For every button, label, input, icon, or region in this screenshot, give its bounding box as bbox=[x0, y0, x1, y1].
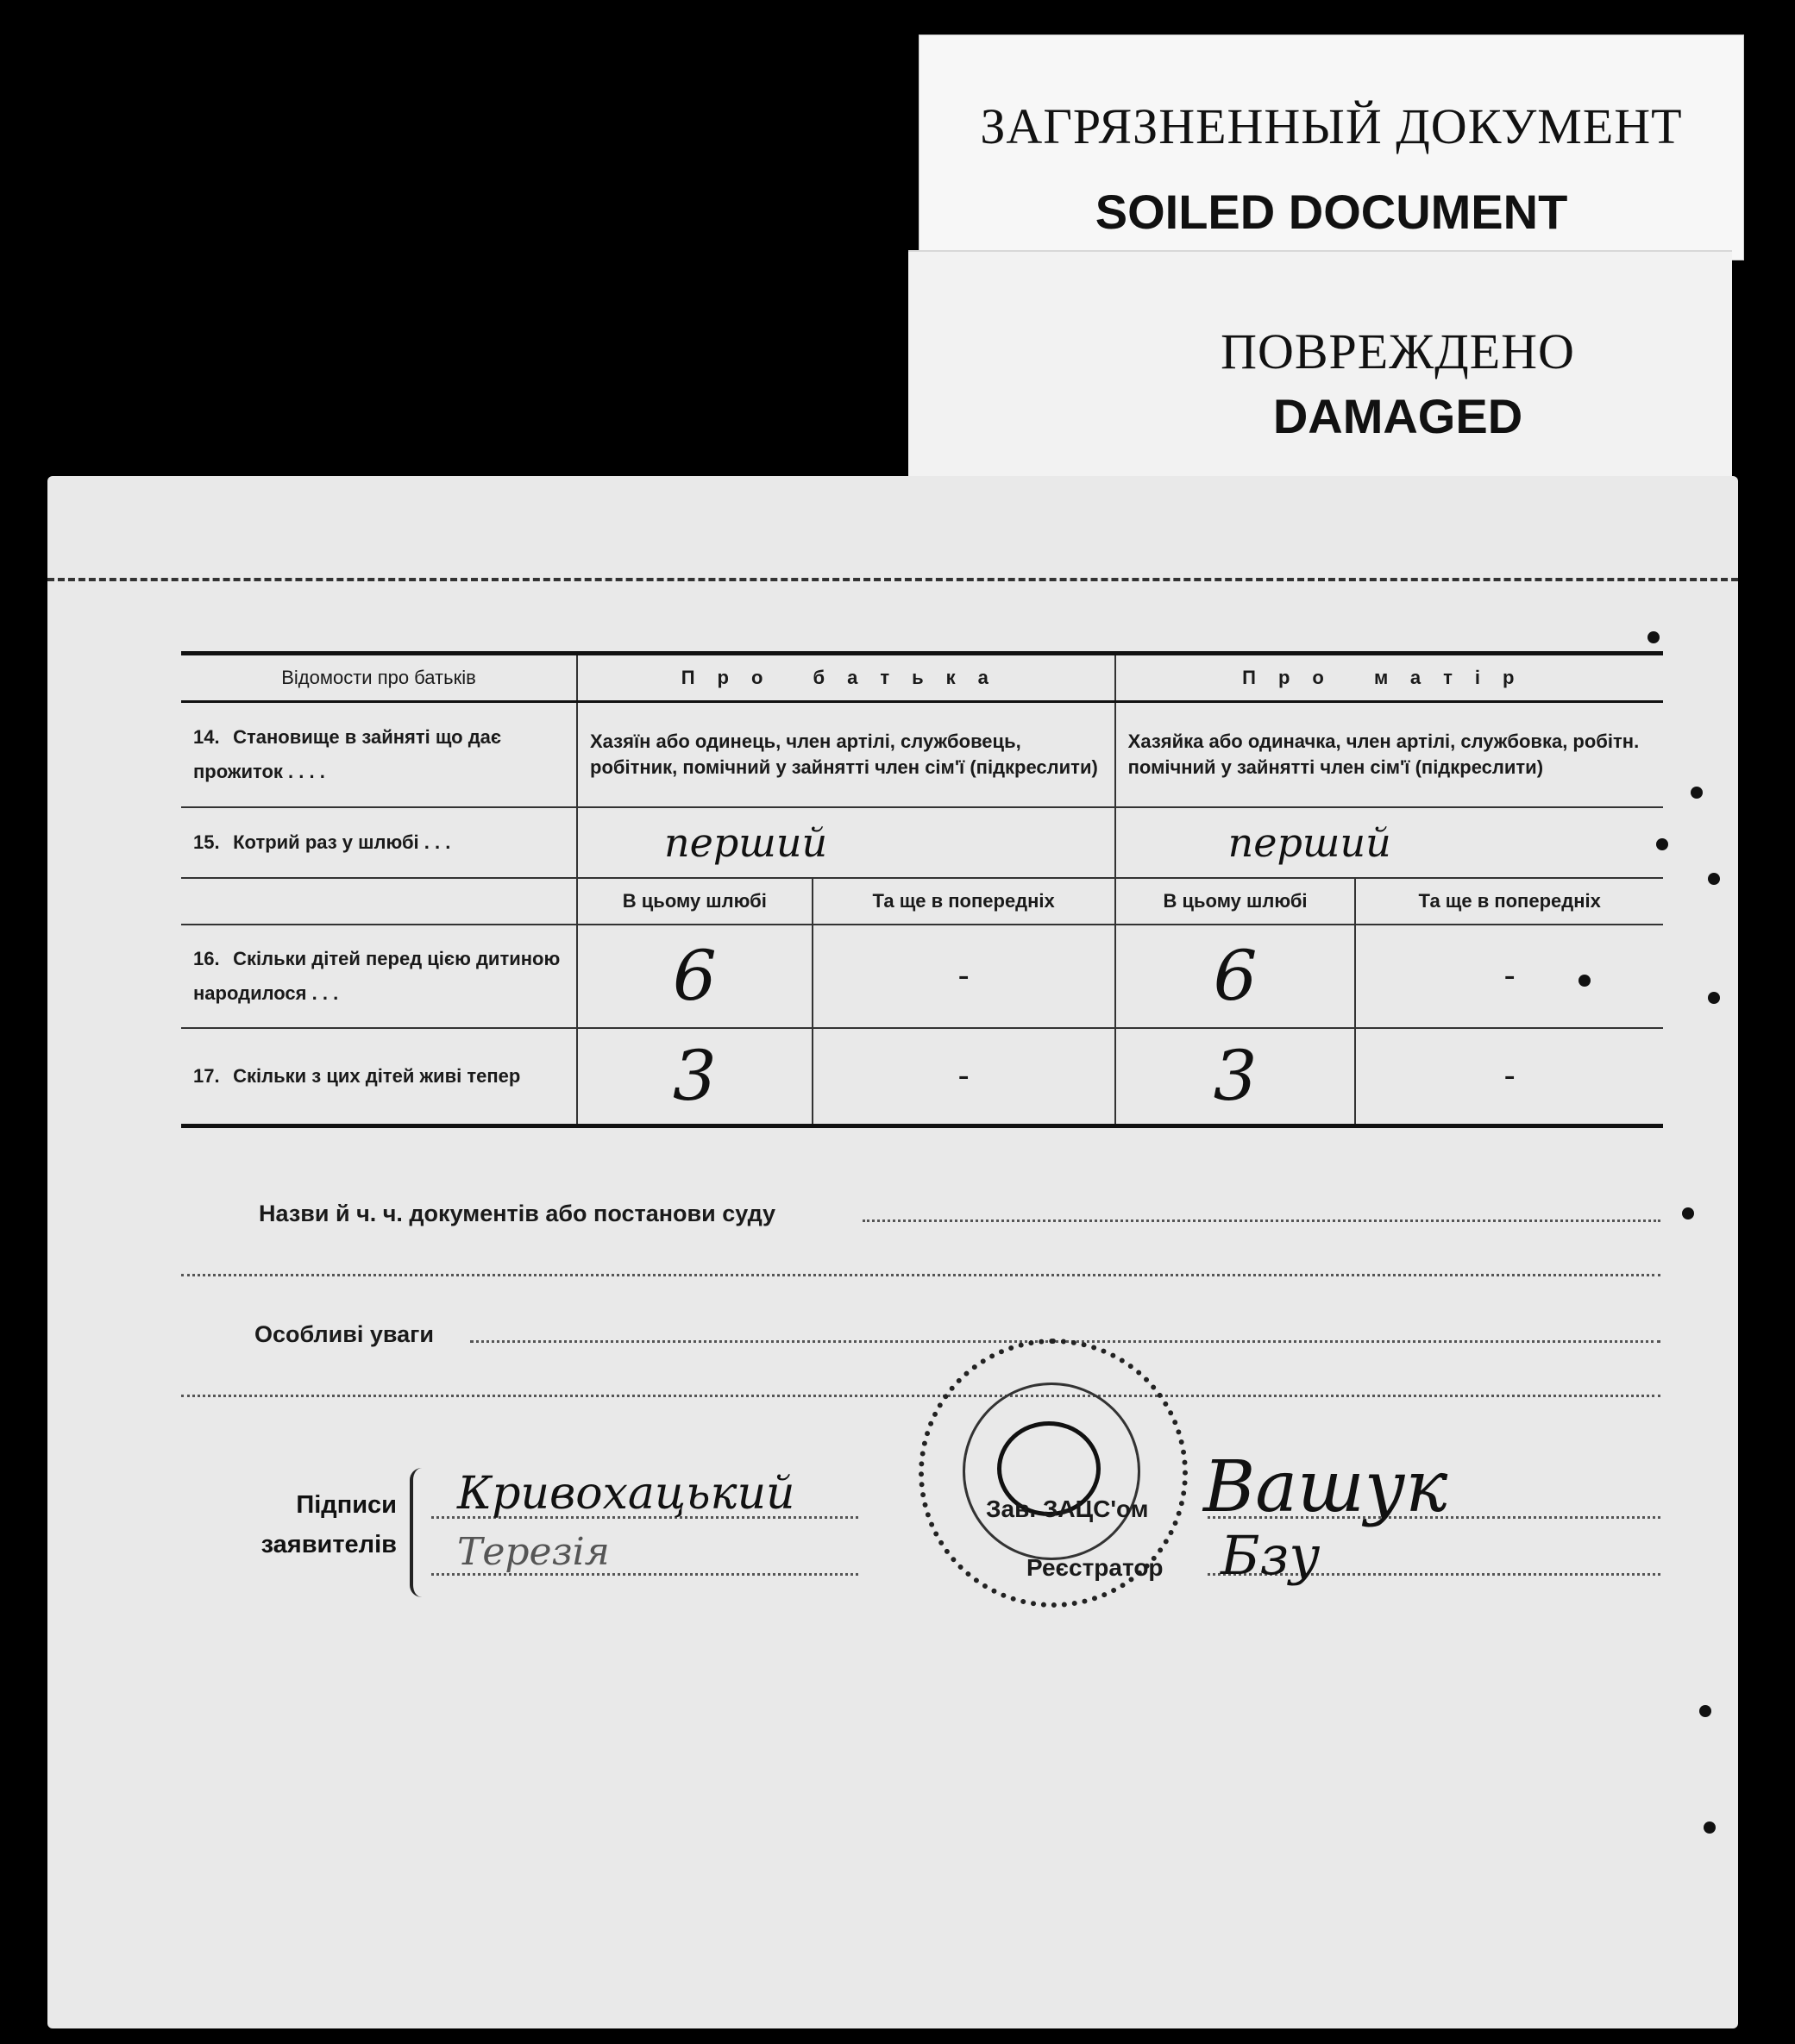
table-row-16 bbox=[181, 925, 1663, 1028]
table-row-14 bbox=[181, 702, 1663, 807]
header-father: Про батька bbox=[577, 654, 1115, 702]
punch-hole bbox=[1704, 1821, 1716, 1834]
tear-line bbox=[47, 578, 1738, 581]
damaged-document-label bbox=[908, 250, 1732, 476]
question-17: 17. Скільки з цих дітей живі тепер bbox=[181, 1028, 577, 1126]
subheader-mother-prev: Та ще в попередніх bbox=[1355, 878, 1663, 925]
documents-label: Назви й ч. ч. документів або постанови суду bbox=[259, 1201, 776, 1226]
remarks-label: Особливі уваги bbox=[254, 1321, 434, 1347]
table-row-17 bbox=[181, 1028, 1663, 1126]
header-mother: Про матір bbox=[1115, 654, 1663, 702]
question-16: 16. Скільки дітей перед цією дитиною народилося . . . bbox=[181, 925, 577, 1028]
father-children-this: 6 bbox=[577, 925, 813, 1028]
mother-children-alive: 3 bbox=[1115, 1028, 1356, 1126]
damaged-label-ru: ПОВРЕЖДЕНО bbox=[1221, 323, 1575, 379]
punch-hole bbox=[1656, 838, 1668, 850]
question-15: 15. Котрий раз у шлюбі . . . bbox=[181, 807, 577, 878]
signatures-brace bbox=[410, 1468, 430, 1597]
punch-hole bbox=[1578, 975, 1591, 987]
soiled-label-ru: ЗАГРЯЗНЕННЫЙ ДОКУМЕНТ bbox=[980, 98, 1683, 154]
document-page bbox=[47, 476, 1738, 2028]
signatures-label: Підписи заявителів bbox=[260, 1491, 397, 1558]
mother-children-this: 6 bbox=[1115, 925, 1356, 1028]
punch-hole bbox=[1699, 1705, 1711, 1717]
punch-hole bbox=[1691, 787, 1703, 799]
registrar-label: Реєстратор bbox=[1026, 1554, 1164, 1581]
mother-children-alive-prev: - bbox=[1355, 1028, 1663, 1126]
documents-line-2 bbox=[181, 1274, 1660, 1276]
father-occupation: Хазяїн або одинець, член артілі, службовець, робітник, помічний у зайнятті член сім'ї (підкреслити) bbox=[577, 702, 1115, 807]
table-row-15 bbox=[181, 807, 1663, 878]
table-header-row bbox=[181, 654, 1663, 702]
subheader-father-this: В цьому шлюбі bbox=[577, 878, 813, 925]
punch-hole bbox=[1708, 873, 1720, 885]
documents-line bbox=[863, 1220, 1660, 1222]
head-signature: Вашук bbox=[1203, 1446, 1448, 1528]
soiled-document-label bbox=[919, 34, 1744, 260]
header-parents-info: Відомости про батьків bbox=[181, 654, 577, 702]
subheader-mother-this: В цьому шлюбі bbox=[1115, 878, 1356, 925]
applicant-signature-2: Терезія bbox=[457, 1530, 610, 1574]
parents-info-table bbox=[181, 651, 1663, 1128]
punch-hole bbox=[1682, 1207, 1694, 1220]
soiled-label-en: SOILED DOCUMENT bbox=[1095, 185, 1568, 239]
table-subheader-row bbox=[181, 878, 1663, 925]
registrar-signature: Бзу bbox=[1221, 1524, 1321, 1587]
father-children-prev: - bbox=[813, 925, 1115, 1028]
mother-occupation: Хазяйка або одиначка, член артілі, службовка, робітн. помічний у зайнятті член сім'ї (підкреслити) bbox=[1115, 702, 1663, 807]
father-children-alive-prev: - bbox=[813, 1028, 1115, 1126]
damaged-label-en: DAMAGED bbox=[1272, 389, 1523, 443]
father-children-alive: 3 bbox=[577, 1028, 813, 1126]
question-14: 14. Становище в зайняті що дає прожиток . . . . bbox=[181, 702, 577, 807]
subheader-father-prev: Та ще в попередніх bbox=[813, 878, 1115, 925]
remarks-line-2 bbox=[181, 1395, 1660, 1397]
head-registry-label: Зав. ЗАЦС'ом bbox=[986, 1495, 1149, 1522]
mother-marriage-count: перший bbox=[1115, 807, 1663, 878]
punch-hole bbox=[1708, 992, 1720, 1004]
mother-children-prev: - bbox=[1355, 925, 1663, 1028]
punch-hole bbox=[1648, 631, 1660, 643]
father-marriage-count: перший bbox=[577, 807, 1115, 878]
applicant-signature-1: Кривохацький bbox=[457, 1468, 795, 1520]
